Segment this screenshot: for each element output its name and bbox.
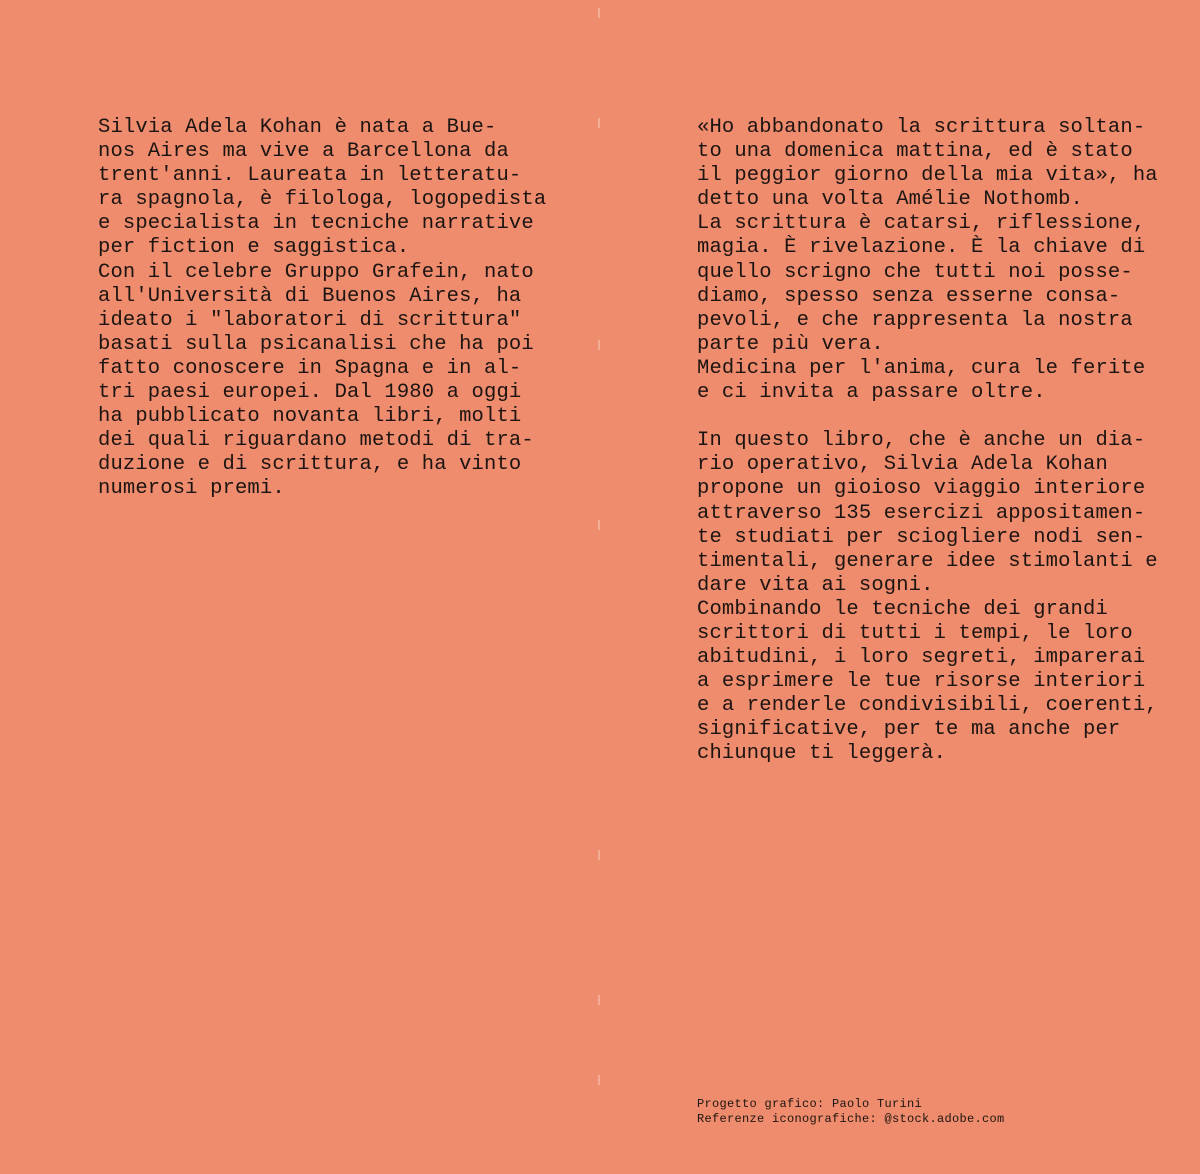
- blurb-line: propone un gioioso viaggio interiore: [697, 477, 1146, 501]
- blurb-line: chiunque ti leggerà.: [697, 742, 947, 766]
- blurb-line: te studiati per sciogliere nodi sen-: [697, 525, 1146, 549]
- paragraph-gap: [697, 405, 1158, 429]
- blurb-line: Combinando le tecniche dei grandi: [697, 597, 1108, 621]
- blurb-line: «Ho abbandonato la scrittura soltan-: [697, 116, 1146, 139]
- image-credit: Referenze iconografiche: @stock.adobe.com: [697, 1112, 1005, 1126]
- blurb-line: to una domenica mattina, ed è stato: [697, 140, 1133, 164]
- blurb-line: abitudini, i loro segreti, imparerai: [697, 646, 1146, 670]
- blurb-line: attraverso 135 esercizi appositamen-: [697, 501, 1146, 525]
- bio-line: trent'anni. Laureata in letteratu-: [98, 164, 522, 188]
- bio-line: nos Aires ma vive a Barcellona da: [98, 140, 509, 164]
- bio-line: all'Università di Buenos Aires, ha: [98, 284, 522, 308]
- fold-mark: [598, 118, 600, 128]
- fold-mark: [598, 340, 600, 350]
- bio-line: ra spagnola, è filologa, logopedista: [98, 188, 547, 212]
- blurb-line: dare vita ai sogni.: [697, 573, 934, 597]
- bio-line: duzione e di scrittura, e ha vinto: [98, 453, 522, 477]
- blurb-line: La scrittura è catarsi, riflessione,: [697, 212, 1146, 236]
- blurb-line: In questo libro, che è anche un dia-: [697, 429, 1146, 453]
- blurb-line: pevoli, e che rappresenta la nostra: [697, 308, 1133, 332]
- blurb-line: e a renderle condivisibili, coerenti,: [697, 694, 1158, 718]
- blurb-line: detto una volta Amélie Nothomb.: [697, 188, 1084, 212]
- bio-line: Silvia Adela Kohan è nata a Bue-: [98, 116, 497, 139]
- fold-mark: [598, 520, 600, 530]
- blurb-line: magia. È rivelazione. È la chiave di: [697, 236, 1146, 260]
- credits: [697, 1097, 1005, 1127]
- bio-line: fatto conoscere in Spagna e in al-: [98, 356, 522, 380]
- blurb-line: e ci invita a passare oltre.: [697, 381, 1046, 405]
- book-blurb: [697, 116, 1158, 767]
- blurb-line: scrittori di tutti i tempi, le loro: [697, 621, 1133, 645]
- design-credit: Progetto grafico: Paolo Turini: [697, 1097, 923, 1111]
- fold-mark: [598, 1075, 600, 1085]
- bio-line: Con il celebre Gruppo Grafein, nato: [98, 260, 534, 284]
- fold-mark: [598, 995, 600, 1005]
- blurb-line: significative, per te ma anche per: [697, 718, 1121, 742]
- blurb-line: a esprimere le tue risorse interiori: [697, 670, 1146, 694]
- bio-line: per fiction e saggistica.: [98, 236, 410, 260]
- bio-line: numerosi premi.: [98, 477, 285, 501]
- blurb-line: parte più vera.: [697, 332, 884, 356]
- blurb-line: timentali, generare idee stimolanti e: [697, 549, 1158, 573]
- bio-line: ideato i "laboratori di scrittura": [98, 308, 522, 332]
- bio-line: tri paesi europei. Dal 1980 a oggi: [98, 381, 522, 405]
- blurb-line: diamo, spesso senza esserne consa-: [697, 284, 1121, 308]
- blurb-line: quello scrigno che tutti noi posse-: [697, 260, 1133, 284]
- author-bio: [98, 116, 546, 502]
- blurb-line: Medicina per l'anima, cura le ferite: [697, 356, 1146, 380]
- bio-line: basati sulla psicanalisi che ha poi: [98, 332, 534, 356]
- bio-line: ha pubblicato novanta libri, molti: [98, 405, 522, 429]
- blurb-line: rio operativo, Silvia Adela Kohan: [697, 453, 1108, 477]
- bio-line: e specialista in tecniche narrative: [98, 212, 534, 236]
- fold-mark: [598, 8, 600, 18]
- blurb-line: il peggior giorno della mia vita», ha: [697, 164, 1158, 188]
- bio-line: dei quali riguardano metodi di tra-: [98, 429, 534, 453]
- fold-mark: [598, 850, 600, 860]
